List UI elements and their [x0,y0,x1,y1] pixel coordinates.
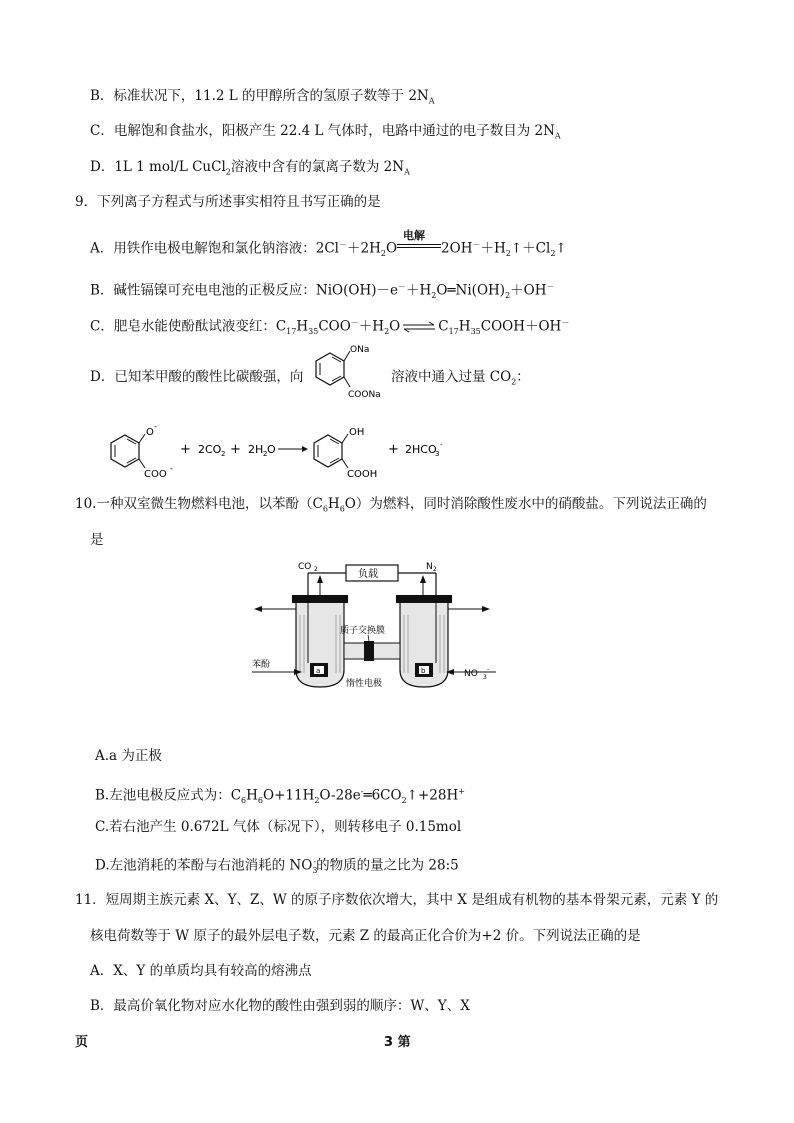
electrolysis-condition: 电解 [397,236,441,254]
q8-option-c: C．电解饱和食盐水，阳极产生 22.4 L 气体时，电路中通过的电子数目为 $2N_A$ [90,123,561,141]
q10-option-b: B.左池电极反应式为：$C_6H_6O+11H_2O-28e^-═6CO_2↑+28H^+$ [95,787,465,806]
svg-text:2: 2 [221,450,226,458]
svg-text:3: 3 [483,674,487,681]
svg-text:2H: 2H [248,443,264,456]
q10-option-c: C.若右池产生 0.672L 气体（标况下），则转移电子 0.15mol [95,819,462,835]
proton-exchange-membrane [364,641,374,661]
q11-stem-line2: 核电荷数等于 W 原子的最外层电子数，元素 Z 的最高正化合价为+2 价。下列说法正确的是 [90,928,641,944]
q8-option-b: B．标准状况下，11.2 L 的甲醇所含的氢原子数等于 $2N_A$ [90,88,435,106]
q11-option-b: B．最高价氧化物对应水化物的酸性由强到弱的顺序：W、Y、X [90,998,470,1014]
q9-option-d-text1: D．已知苯甲酸的酸性比碳酸强，向 [90,369,304,385]
svg-text:a: a [316,667,321,675]
svg-text:b: b [421,667,426,675]
q9-option-c: C．肥皂水能使酚酞试液变红：$C_{17}H_{35}COO^-+H_2O$ $C_{17}H_{35}COOH+OH^-$ [90,318,570,337]
svg-text:OH: OH [349,427,365,438]
svg-text:+: + [230,442,241,457]
svg-text:2: 2 [314,566,318,573]
q9-d-equation [100,415,470,485]
svg-text:CO: CO [298,562,312,572]
svg-text:-: - [440,441,443,449]
q8-option-d: D．1L 1 mol/L CuCl$_2$溶液中含有的氯离子数为 $2N_A$ [90,159,410,177]
q10-stem-line2: 是 [90,532,104,548]
svg-text:NO: NO [464,669,478,679]
q9-option-d-text2: 溶液中通入过量 $CO_2$： [391,369,530,387]
footer-page-number: 3 第 [384,1035,411,1050]
svg-text:COOH: COOH [347,469,378,480]
q10-option-d: D.左池消耗的苯酚与右池消耗的 $NO_3^-$的物质的量之比为 28:5 [95,857,459,876]
svg-text:负载: 负载 [358,569,378,580]
svg-text:2: 2 [433,566,437,573]
svg-text:+: + [388,442,399,457]
svg-text:苯酚: 苯酚 [252,660,271,670]
svg-text:惰性电极: 惰性电极 [346,679,383,689]
svg-text:2CO: 2CO [198,443,222,456]
svg-text:-: - [487,666,490,673]
q10-option-a: A.a 为正极 [95,748,162,764]
fuel-cell-diagram [240,555,510,700]
svg-text:2HCO: 2HCO [405,443,437,456]
svg-text:2: 2 [263,450,268,458]
svg-text:O: O [146,427,154,438]
sodium-salicylate-structure [300,333,390,403]
footer-left: 页 [75,1035,89,1050]
svg-text:-: - [154,422,157,431]
svg-text:COONa: COONa [348,390,381,400]
q11-option-a: A．X、Y 的单质均具有较高的熔沸点 [90,963,312,979]
svg-text:-: - [170,464,173,473]
q9-option-a: A．用铁作电极电解饱和氯化钠溶液：$2Cl^-+2H_2O$ 电解 $2OH^-+H_2↑+Cl_2↑$ [90,229,567,259]
svg-text:COO: COO [144,469,167,480]
svg-text:O: O [267,443,276,456]
q11-stem-line1: 11．短周期主族元素 X、Y、Z、W 的原子序数依次增大，其中 X 是组成有机物的基本骨架元素，元素 Y 的 [75,892,719,908]
svg-text:N: N [426,562,433,572]
q10-stem-line1: 10.一种双室微生物燃料电池，以苯酚$(C_6H_6O)$为燃料，同时消除酸性废水中的硝酸盐。下列说法正确的 [75,496,707,514]
q9-option-b: B．碱性镉镍可充电电池的正极反应：$NiO(OH)-e^-+H_2O═Ni(OH)_2+OH^-$ [90,282,555,301]
svg-text:+: + [180,442,191,457]
equilibrium-arrow-icon [402,321,436,333]
q9-stem: 9．下列离子方程式与所述事实相符且书写正确的是 [75,194,381,210]
svg-text:ONa: ONa [350,345,370,355]
svg-text:3: 3 [435,450,440,458]
svg-text:质子交换膜: 质子交换膜 [340,626,386,636]
